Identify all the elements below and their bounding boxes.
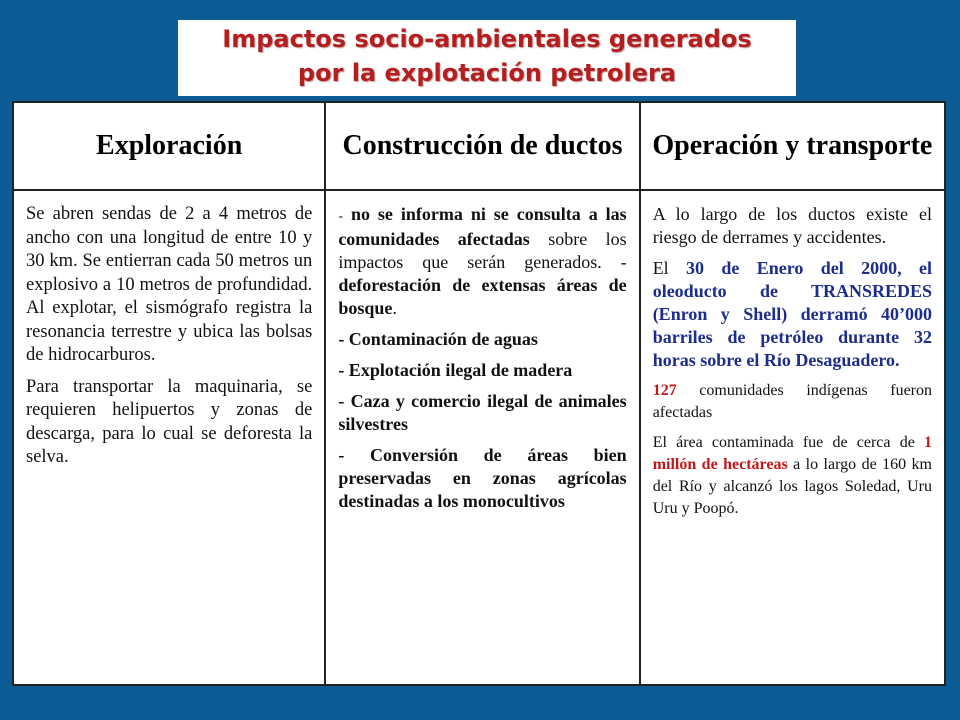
construccion-period: . <box>392 298 397 318</box>
operacion-prefix: El <box>652 258 669 278</box>
operacion-paragraph-3 <box>653 380 932 424</box>
header-construccion-ductos: Construcción de ductos <box>325 102 639 190</box>
operacion-area-end: a lo largo de 160 km del Río y alcanzó los lagos Soledad, Uru Uru y Poopó. <box>652 456 932 517</box>
construccion-caza: - Caza y comercio ilegal de animales silvestres <box>338 391 627 434</box>
impacts-table <box>12 101 946 686</box>
operacion-paragraph-4 <box>653 432 932 520</box>
header-row <box>13 102 945 190</box>
cell-exploracion <box>13 190 325 685</box>
construccion-normal-1: sobre los impactos que serán generados. - <box>338 229 627 272</box>
header-operacion-transporte: Operación y transporte <box>640 102 945 190</box>
operacion-area-start: El área contaminada fue de cerca de <box>652 434 915 451</box>
header-exploracion: Exploración <box>13 102 325 190</box>
construccion-bold-1: no se informa ni se consulta a las comunidades afectadas <box>338 204 627 249</box>
operacion-area-red: 1 millón de hectáreas <box>652 434 933 473</box>
construccion-explotacion: - Explotación ilegal de madera <box>338 360 573 380</box>
title-line-2: por la explotación petrolera <box>297 59 677 87</box>
exploracion-paragraph-1: Se abren sendas de 2 a 4 metros de ancho con una longitud de entre 10 y 30 km. Se entierran cada 50 metros un explosivo a 10 metros de profundidad. Al explotar, el sismógrafo registra la resonancia terrestre y ubica las bolsas de hidrocarburos. <box>26 204 313 365</box>
construccion-conversion: - Conversión de áreas bien preservadas en zonas agrícolas destinadas a los monocultivos <box>338 445 627 511</box>
operacion-comunidades: comunidades indígenas fueron afectadas <box>652 382 933 421</box>
content-row <box>13 190 945 685</box>
cell-operacion <box>640 190 945 685</box>
exploracion-paragraph-2: Para transportar la maquinaria, se requieren helipuertos y zonas de descarga, para lo cual se deforesta la selva. <box>26 376 313 467</box>
cell-construccion <box>325 190 639 685</box>
operacion-paragraph-1: A lo largo de los ductos existe el riesgo de derrames y accidentes. <box>652 204 932 247</box>
construccion-contaminacion: - Contaminación de aguas <box>338 329 538 349</box>
construccion-bold-2: deforestación de extensas áreas de bosque <box>338 275 627 318</box>
construccion-dash: - <box>338 209 343 224</box>
slide-title <box>178 20 796 96</box>
operacion-spill-text: 30 de Enero del 2000, el oleoducto de TRANSREDES (Enron y Shell) derramó 40’000 barriles de petróleo durante 32 horas sobre el Río Desaguadero. <box>652 258 932 370</box>
operacion-count-red: 127 <box>652 382 677 399</box>
construccion-paragraph-1 <box>338 203 626 320</box>
title-line-1: Impactos socio-ambientales generados <box>222 25 752 53</box>
operacion-paragraph-2 <box>653 257 932 372</box>
